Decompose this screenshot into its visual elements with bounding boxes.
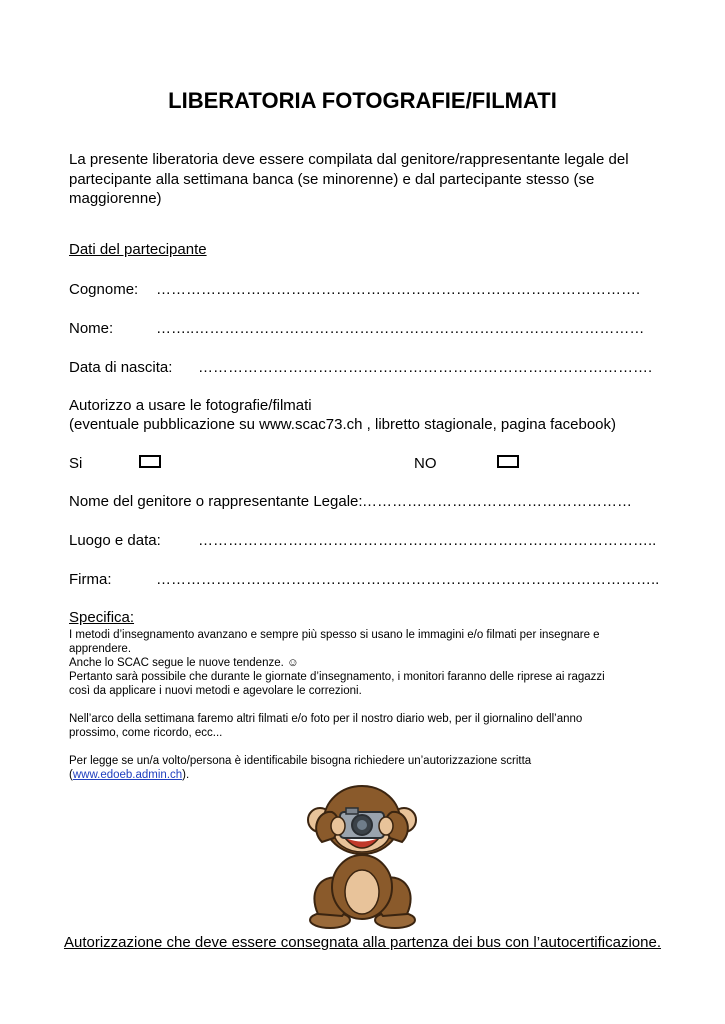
paren-close: ). — [182, 769, 190, 781]
edoeb-link[interactable]: www.edoeb.admin.ch — [72, 769, 183, 781]
monkey-camera-illustration — [300, 782, 425, 932]
nome-field[interactable]: ……..……………………………………………………………………………… — [156, 320, 645, 337]
data-nascita-label: Data di nascita: — [69, 359, 173, 376]
intro-text: La presente liberatoria deve essere compilata dal genitore/rappresentante legale del partecipante alla settimana banca (se minorenne) e dal partecipante stesso (se maggiorenne) — [69, 151, 629, 207]
genitore-label: Nome del genitore o rappresentante Legale: — [69, 493, 363, 510]
specifica-text: I metodi d’insegnamento avanzano e sempre più spesso si usano le immagini e/o filmati per insegnare e — [69, 629, 600, 641]
specifica-text: Anche lo SCAC segue le nuove tendenze. ☺ — [69, 657, 299, 669]
specifica-text: Pertanto sarà possibile che durante le giornate d’insegnamento, i monitori faranno delle riprese ai ragazzi — [69, 671, 605, 683]
no-checkbox[interactable] — [497, 455, 519, 468]
yes-checkbox[interactable] — [139, 455, 161, 468]
specifica-link-line — [69, 768, 189, 782]
firma-label: Firma: — [69, 571, 112, 588]
genitore-field[interactable]: ……………………………………………… — [362, 493, 632, 510]
specifica-heading: Specifica: — [69, 609, 135, 626]
page-title: LIBERATORIA FOTOGRAFIE/FILMATI — [168, 88, 557, 113]
cognome-label: Cognome: — [69, 281, 139, 298]
specifica-text: Nell’arco della settimana faremo altri filmati e/o foto per il nostro diario web, per il giornalino dell’anno — [69, 713, 583, 725]
authorize-line-2: (eventuale pubblicazione su www.scac73.ch , libretto stagionale, pagina facebook) — [69, 416, 617, 433]
footer-note: Autorizzazione che deve essere consegnata alla partenza dei bus con l’autocertificazione. — [63, 934, 662, 951]
cognome-field[interactable]: ……………………………………………………………………………………. — [156, 281, 641, 298]
luogo-data-field[interactable]: ……………………………………………………………………………….. — [198, 532, 657, 549]
section-heading: Dati del partecipante — [69, 241, 207, 258]
specifica-text: prossimo, come ricordo, ecc... — [69, 727, 223, 739]
data-nascita-field[interactable]: ………………………………………………………………………………. — [198, 359, 653, 376]
specifica-text: Per legge se un/a volto/persona è identificabile bisogna richiedere un’autorizzazione scritta — [69, 755, 532, 767]
specifica-text: così da applicare i nuovi metodi e agevolare le correzioni. — [69, 685, 362, 697]
specifica-text: apprendere. — [69, 643, 132, 655]
luogo-data-label: Luogo e data: — [69, 532, 161, 549]
paren-open: ( — [69, 769, 73, 781]
nome-label: Nome: — [69, 320, 114, 337]
no-label: NO — [414, 455, 437, 472]
firma-field[interactable]: ……………………………………………………………………………………….. — [156, 571, 660, 588]
authorize-line-1: Autorizzo a usare le fotografie/filmati — [69, 397, 312, 414]
yes-label: Si — [69, 455, 83, 472]
